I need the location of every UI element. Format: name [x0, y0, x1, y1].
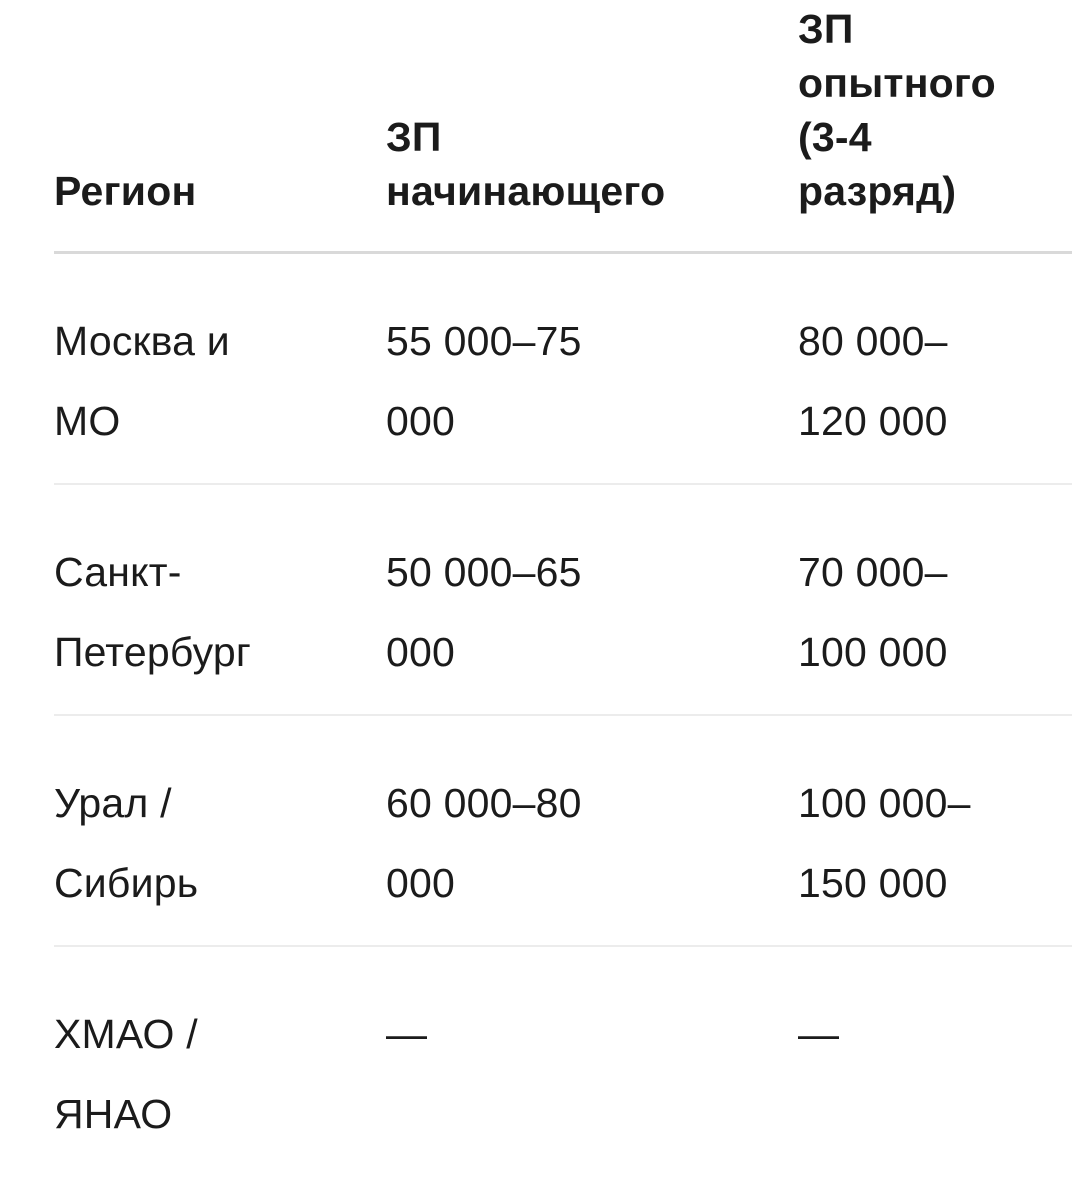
cell-experienced-salary: 100 000– 150 000 [798, 780, 971, 906]
cell-beginner-salary: — [386, 1011, 428, 1057]
cell-beginner-salary: 55 000–75 000 [386, 318, 582, 444]
cell-experienced-salary: — [798, 1011, 840, 1057]
header-experienced-salary: ЗП опытного (3-4 разряд) [798, 6, 996, 214]
table-row [54, 716, 1072, 947]
cell-experienced-salary: 80 000– 120 000 [798, 318, 948, 444]
cell-region: Санкт- Петербург [54, 549, 252, 675]
table-header-row [54, 0, 1072, 254]
salary-table [54, 0, 1072, 1178]
cell-beginner-salary: 60 000–80 000 [386, 780, 582, 906]
cell-region: ХМАО / ЯНАО [54, 1011, 198, 1137]
table-row [54, 254, 1072, 485]
table-row [54, 485, 1072, 716]
cell-region: Урал / Сибирь [54, 780, 199, 906]
cell-beginner-salary: 50 000–65 000 [386, 549, 582, 675]
cell-experienced-salary: 70 000– 100 000 [798, 549, 948, 675]
cell-region: Москва и МО [54, 318, 230, 444]
header-beginner-salary: ЗП начинающего [386, 114, 666, 214]
table-row [54, 947, 1072, 1178]
header-region: Регион [54, 168, 197, 214]
